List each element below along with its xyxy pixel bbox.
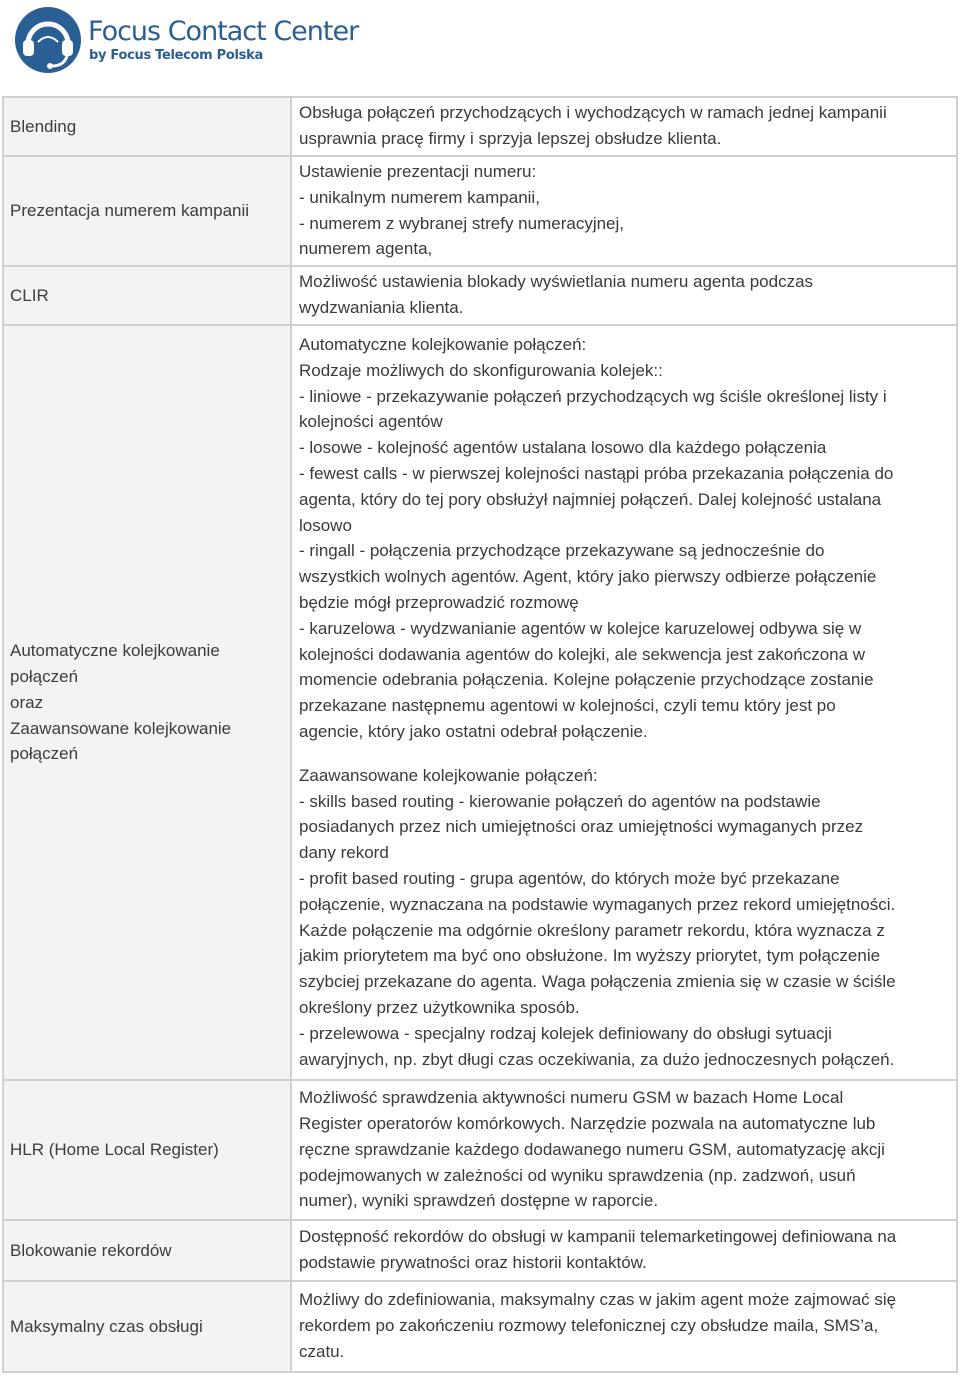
feature-name-line: Prezentacja numerem kampanii: [10, 201, 250, 221]
feature-description-line: Obsługa połączeń przychodzących i wychodzących w ramach jednej kampanii: [299, 103, 887, 123]
feature-description-line: podstawie prywatności oraz historii kontaktów.: [299, 1253, 647, 1273]
feature-name-line: oraz: [10, 692, 44, 712]
feature-description-line: czatu.: [299, 1342, 345, 1362]
feature-description-line: awaryjnych, np. zbyt długi czas oczekiwania, za dużo jednoczesnych połączeń.: [299, 1049, 895, 1069]
table-row: [3, 156, 957, 266]
feature-name-line: Maksymalny czas obsługi: [10, 1316, 203, 1336]
feature-description-line: - unikalnym numerem kampanii,: [299, 187, 540, 207]
table-row: [3, 325, 957, 1080]
feature-name-line: Zaawansowane kolejkowanie: [10, 718, 232, 738]
feature-description-line: kolejności dodawania agentów do kolejki, ale sekwencja jest zakończona w: [299, 644, 866, 664]
feature-description-line: szybciej przekazane do agenta. Waga połączenia zmienia się w czasie w ściśle: [299, 972, 896, 992]
feature-description-line: Ustawienie prezentacji numeru:: [299, 162, 537, 181]
feature-description-line: będzie mógł przeprowadzić rozmowę: [299, 593, 579, 612]
feature-description-line: - skills based routing - kierowanie połączeń do agentów na podstawie: [299, 791, 821, 811]
feature-name-line: HLR (Home Local Register): [10, 1140, 219, 1160]
feature-description-line: Register operatorów komórkowych. Narzędzie pozwala na automatyczne lub: [299, 1113, 876, 1133]
paragraph-gap: [299, 745, 948, 763]
feature-description-cell: [291, 156, 957, 266]
brand-subtitle: by Focus Telecom Polska: [89, 48, 263, 63]
feature-description-line: określony przez użytkownika sposób.: [299, 997, 580, 1017]
feature-description-line: Każde połączenie ma odgórnie określony parametr rekordu, która wyznacza z: [299, 920, 885, 940]
feature-name-cell: [3, 1080, 291, 1220]
brand-name: Focus Contact Center: [88, 16, 359, 47]
feature-description-cell: [291, 266, 957, 325]
feature-description-cell: [291, 325, 957, 1080]
feature-description-line: dany rekord: [299, 843, 389, 863]
feature-name-cell: [3, 156, 291, 266]
feature-description-line: wszystkich wolnych agentów. Agent, który jako pierwszy odbierze połączenie: [299, 567, 877, 587]
feature-description-line: - przelewowa - specjalny rodzaj kolejek definiowany do obsługi sytuacji: [299, 1023, 832, 1043]
feature-name-cell: [3, 1220, 291, 1281]
feature-description-line: - karuzelowa - wydzwanianie agentów w kolejce karuzelowej odbywa się w: [299, 618, 862, 638]
feature-description-line: numer), wyniki sprawdzeń dostępne w raporcie.: [299, 1191, 659, 1211]
feature-name-line: Blokowanie rekordów: [10, 1240, 172, 1260]
feature-description-line: Rodzaje możliwych do skonfigurowania kolejek::: [299, 360, 663, 380]
feature-description-cell: [291, 1220, 957, 1281]
feature-description-line: - fewest calls - w pierwszej kolejności nastąpi próba przekazania połączenia do: [299, 464, 894, 484]
feature-name-cell: [3, 325, 291, 1080]
feature-description-line: kolejności agentów: [299, 412, 443, 432]
feature-description-cell: [291, 97, 957, 156]
feature-description-line: Dostępność rekordów do obsługi w kampanii telemarketingowej definiowana na: [299, 1227, 897, 1247]
feature-description-line: wydzwaniania klienta.: [299, 298, 464, 318]
feature-name-cell: [3, 97, 291, 156]
feature-description-line: ręczne sprawdzanie każdego dodawanego numeru GSM, automatyzację akcji: [299, 1139, 885, 1159]
feature-name-line: połączeń: [10, 666, 79, 686]
feature-description-cell: [291, 1281, 957, 1372]
feature-description-cell: [291, 1080, 957, 1220]
feature-description-line: Automatyczne kolejkowanie połączeń:: [299, 335, 587, 355]
feature-table: [2, 96, 958, 1373]
feature-name-line: Automatyczne kolejkowanie: [10, 641, 220, 661]
feature-name-cell: [3, 1281, 291, 1372]
feature-description-line: Zaawansowane kolejkowanie połączeń:: [299, 765, 598, 785]
feature-description-line: jakim priorytetem ma być ono obsłużone. Im wyższy priorytet, tym połączenie: [299, 946, 881, 966]
feature-description-line: agencie, który jako ostatni odebrał połączenie.: [299, 721, 648, 741]
feature-description-line: przekazane następnemu agentowi w kolejności, czyli temu który jest po: [299, 696, 836, 716]
feature-description-line: - numerem z wybranej strefy numeracyjnej,: [299, 213, 625, 233]
table-row: [3, 1080, 957, 1220]
feature-description-line: losowo: [299, 515, 352, 535]
feature-description-line: numerem agenta,: [299, 239, 433, 259]
feature-description-line: połączenie, wyznaczana na podstawie wymaganych przez rekord umiejętności.: [299, 894, 896, 914]
headset-logo-icon: [14, 6, 82, 74]
feature-name-cell: [3, 266, 291, 325]
feature-name-line: CLIR: [10, 285, 49, 305]
feature-description-line: - liniowe - przekazywanie połączeń przychodzących wg ściśle określonej listy i: [299, 386, 887, 406]
table-row: [3, 266, 957, 325]
feature-description-line: - ringall - połączenia przychodzące przekazywane są jednocześnie do: [299, 541, 825, 561]
feature-description-line: agenta, który do tej pory obsłużył najmniej połączeń. Dalej kolejność ustalana: [299, 489, 882, 509]
feature-description-line: momencie odebrania połączenia. Kolejne połączenie przychodzące zostanie: [299, 670, 874, 690]
table-row: [3, 1281, 957, 1372]
feature-description-line: podejmowanych w zależności od wyniku sprawdzenia (np. zadzwoń, usuń: [299, 1165, 856, 1185]
feature-name-line: Blending: [10, 116, 77, 136]
feature-name-line: połączeń: [10, 744, 79, 764]
feature-description-line: - profit based routing - grupa agentów, do których może być przekazane: [299, 868, 840, 888]
feature-description-line: posiadanych przez nich umiejętności oraz umiejętności wymaganych przez: [299, 817, 864, 837]
table-row: [3, 97, 957, 156]
feature-description-line: Możliwość ustawienia blokady wyświetlania numeru agenta podczas: [299, 272, 814, 292]
feature-description-line: Możliwość sprawdzenia aktywności numeru GSM w bazach Home Local: [299, 1088, 844, 1108]
feature-description-line: usprawnia pracę firmy i sprzyja lepszej obsłudze klienta.: [299, 129, 722, 148]
table-row: [3, 1220, 957, 1281]
feature-description-line: Możliwy do zdefiniowania, maksymalny czas w jakim agent może zajmować się: [299, 1290, 897, 1310]
feature-description-line: rekordem po zakończeniu rozmowy telefonicznej czy obsłudze maila, SMS’a,: [299, 1316, 879, 1336]
feature-description-line: - losowe - kolejność agentów ustalana losowo dla każdego połączenia: [299, 438, 827, 458]
brand-header: [14, 6, 414, 76]
